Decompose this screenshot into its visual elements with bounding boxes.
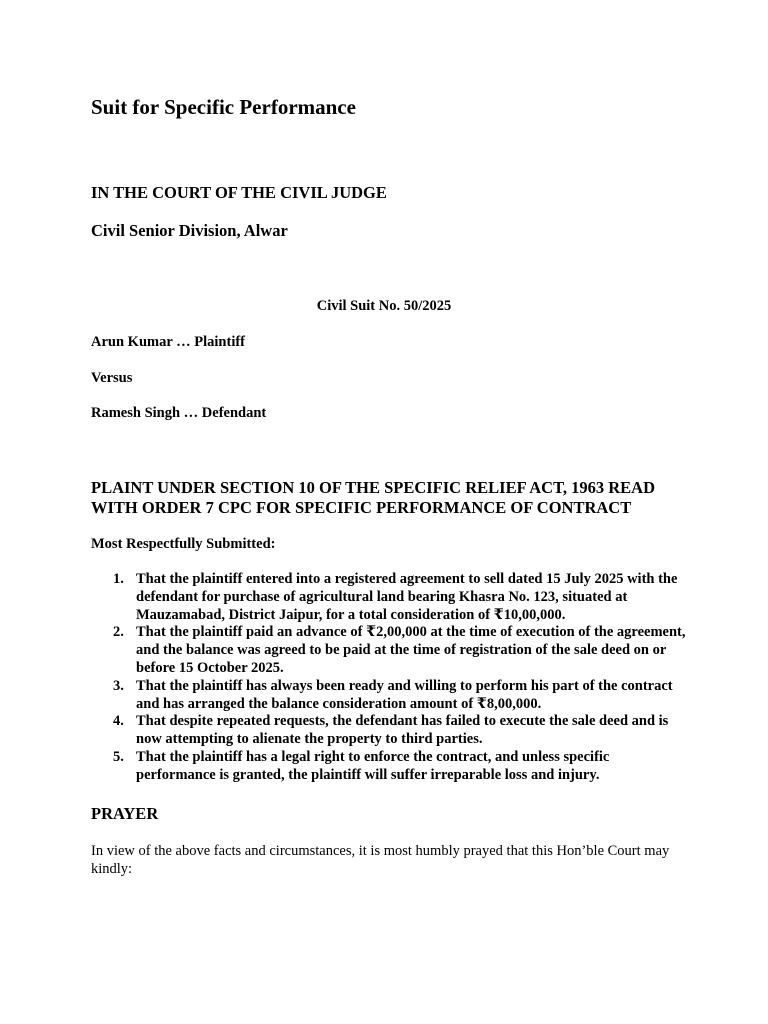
plaintiff-line: Arun Kumar … Plaintiff <box>91 334 245 350</box>
document-title: Suit for Specific Performance <box>91 95 356 119</box>
list-item-number: 1. <box>113 571 124 587</box>
list-item-text: That the plaintiff paid an advance of ₹2,00,000 at the time of execution of the agreement, and the balance was agreed to be paid at the time of registration of the sale deed on or before 15 October 2025. <box>136 624 686 676</box>
list-item-number: 2. <box>113 624 124 641</box>
list-item <box>91 678 687 714</box>
list-item-text: That the plaintiff entered into a registered agreement to sell dated 15 July 2025 with the defendant for purchase of agricultural land bearing Khasra No. 123, situated at Mauzamabad, District Jaipur, for a total consideration of ₹10,00,000. <box>136 571 678 623</box>
list-item <box>91 624 687 677</box>
list-item <box>91 713 687 749</box>
defendant-line: Ramesh Singh … Defendant <box>91 405 267 421</box>
plaint-heading: PLAINT UNDER SECTION 10 OF THE SPECIFIC RELIEF ACT, 1963 READ WITH ORDER 7 CPC FOR SPECIFIC PERFORMANCE OF CONTRACT <box>91 478 655 517</box>
list-item-text: That the plaintiff has always been ready and willing to perform his part of the contract and has arranged the balance consideration amount of ₹8,00,000. <box>136 677 673 712</box>
facts-list <box>91 571 687 785</box>
court-name: IN THE COURT OF THE CIVIL JUDGE <box>91 183 387 202</box>
suit-number: Civil Suit No. 50/2025 <box>316 298 452 314</box>
list-item-number: 3. <box>113 677 124 694</box>
prayer-text: In view of the above facts and circumstances, it is most humbly prayed that this Hon’ble Court may kindly: <box>91 843 670 877</box>
court-division: Civil Senior Division, Alwar <box>91 221 288 240</box>
list-item <box>91 571 687 624</box>
submitted-line: Most Respectfully Submitted: <box>91 536 276 552</box>
list-item-text: That the plaintiff has a legal right to enforce the contract, and unless specific performance is granted, the plaintiff will suffer irreparable loss and injury. <box>136 748 610 783</box>
versus-line: Versus <box>91 370 133 386</box>
list-item <box>91 749 687 785</box>
list-item-number: 5. <box>113 748 124 765</box>
prayer-heading: PRAYER <box>91 804 159 823</box>
list-item-number: 4. <box>113 713 124 730</box>
list-item-text: That despite repeated requests, the defendant has failed to execute the sale deed and is now attempting to alienate the property to third parties. <box>136 713 669 748</box>
